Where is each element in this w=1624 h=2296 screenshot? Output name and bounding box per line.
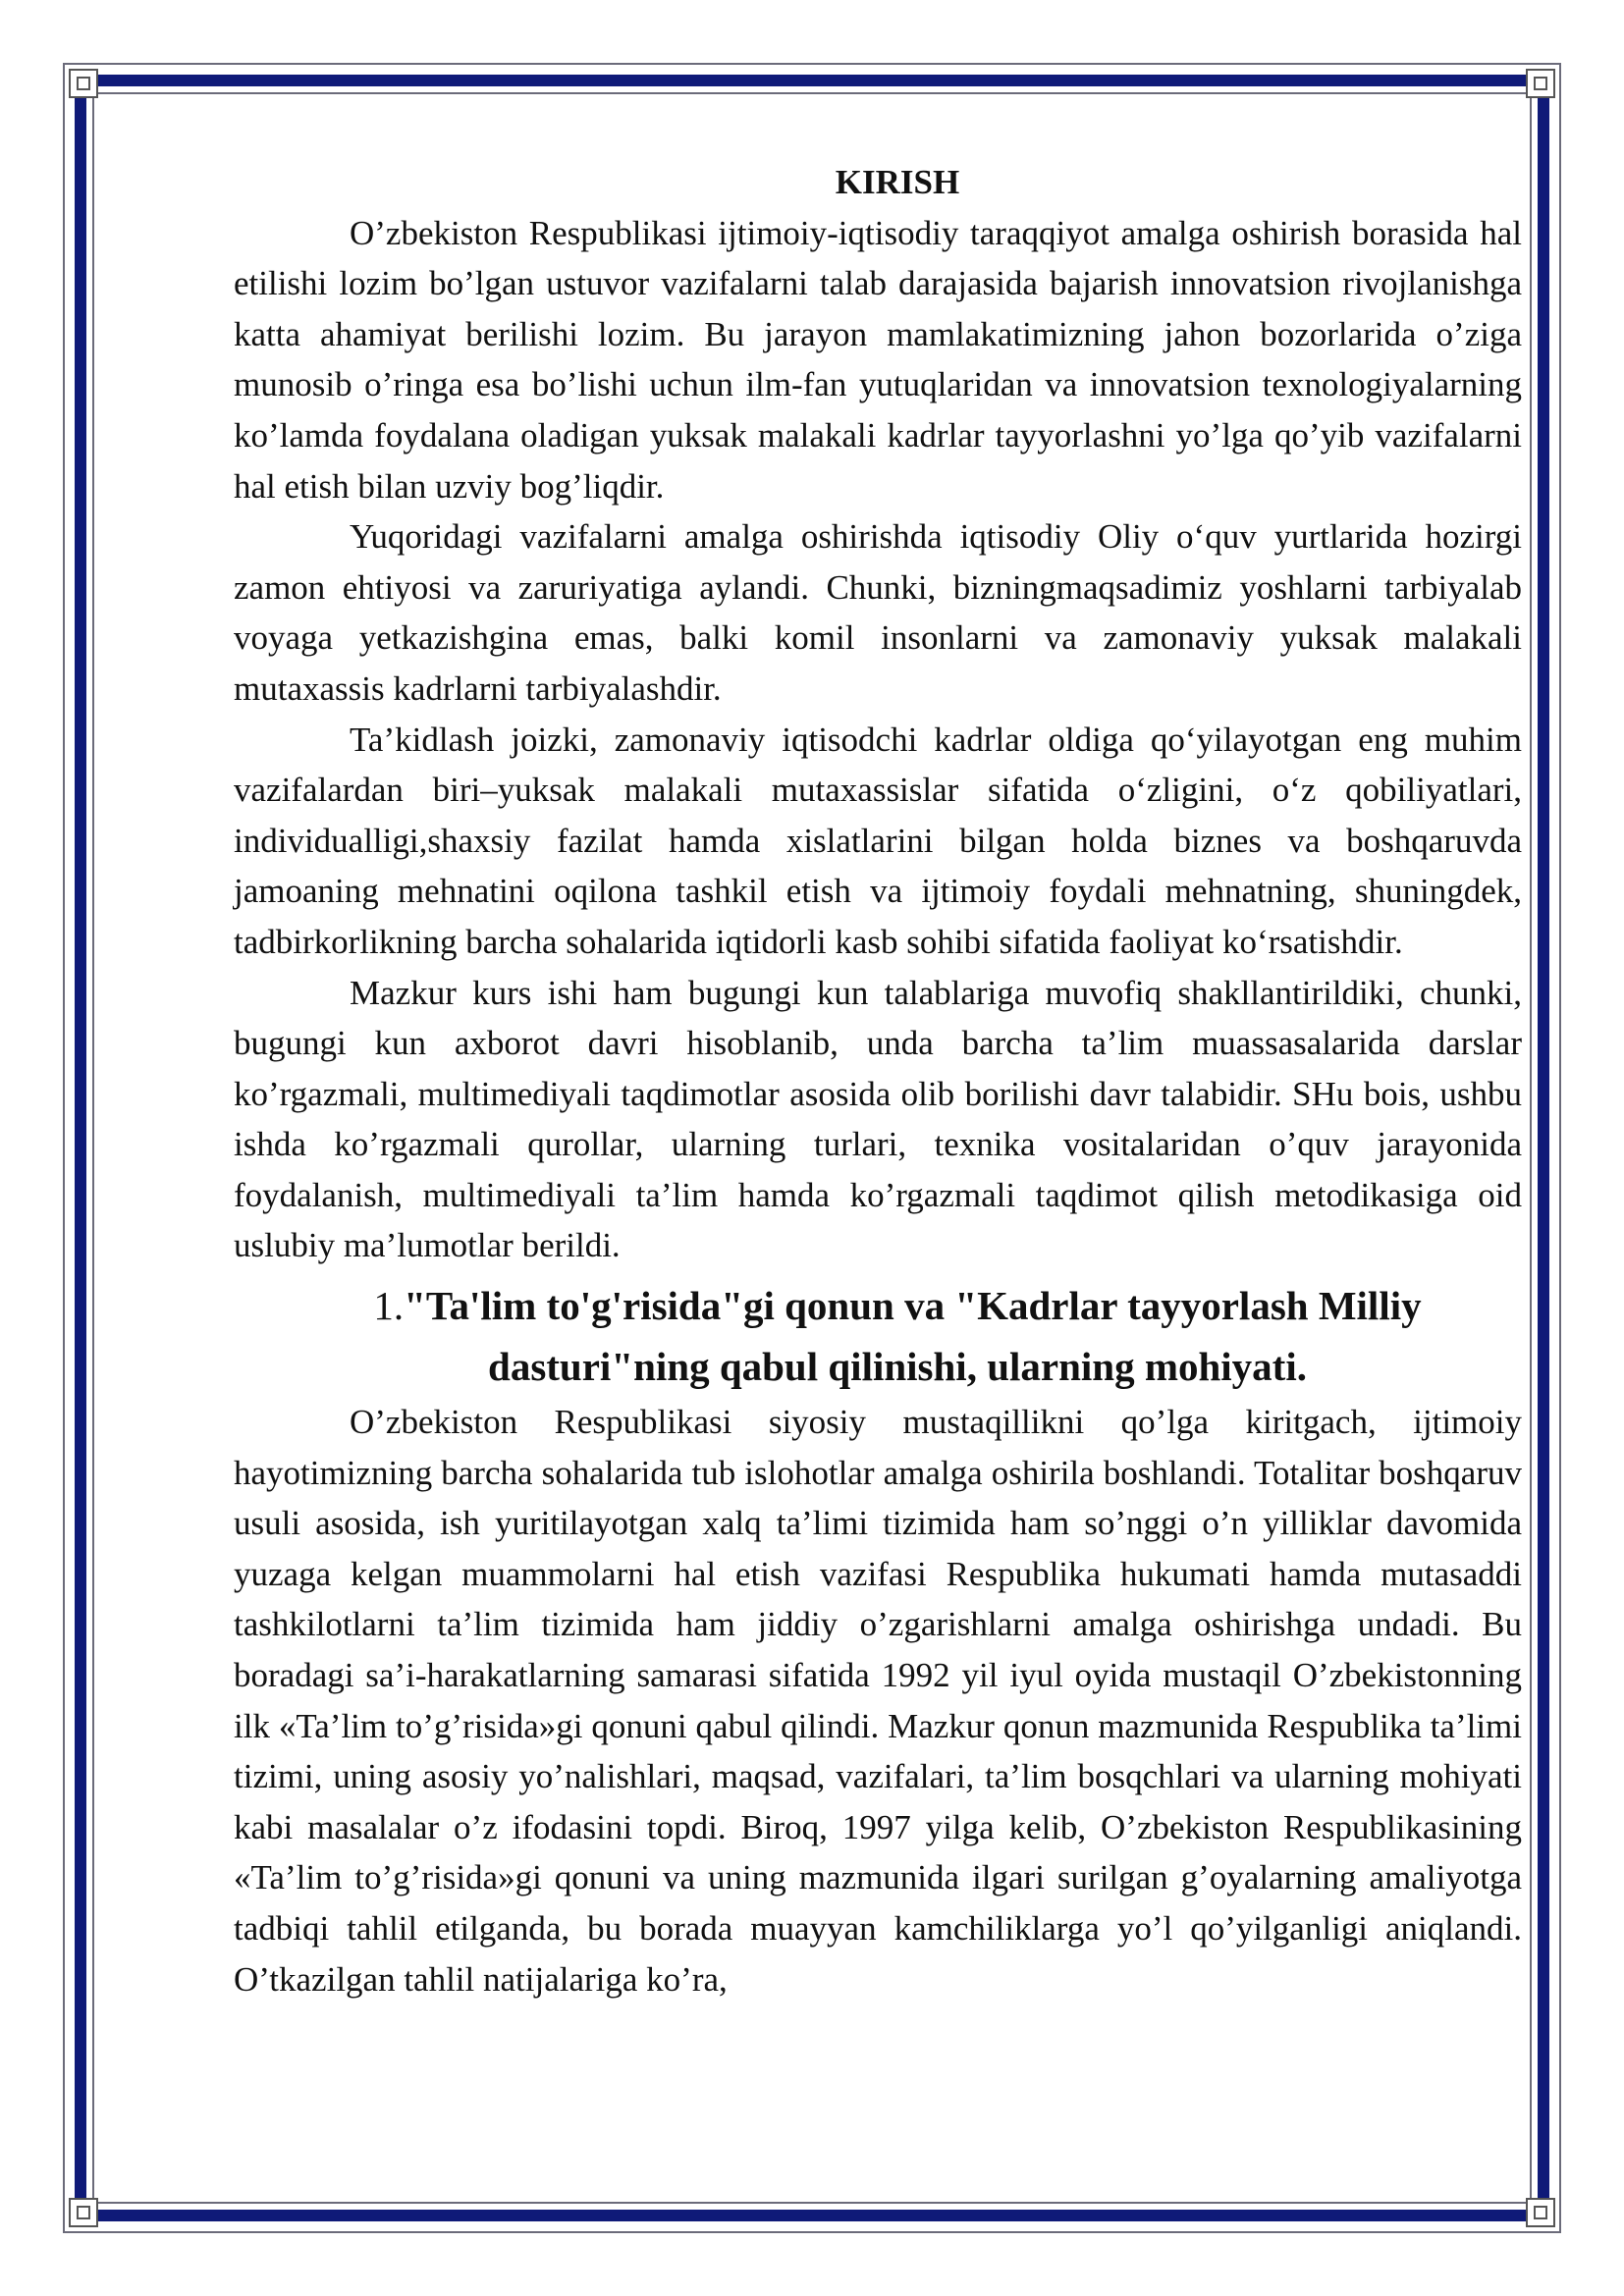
paragraph: Yuqoridagi vazifalarni amalga oshirishda iqtisodiy Oliy o‘quv yurtlarida hozirgi zamon ehtiyosi va zaruriyatiga aylandi. Chunki, bizningmaqsadimiz yoshlarni tarbiyalab voyaga yetkazishgina emas, balki komil insonlarni va zamonaviy yuksak malakali mutaxassis kadrlarni tarbiyalashdir. <box>234 517 1522 708</box>
section-heading <box>234 1271 1522 1397</box>
page-title: KIRISH <box>835 163 960 201</box>
paragraph: Mazkur kurs ishi ham bugungi kun talablariga muvofiq shakllantirildiki, chunki, bugungi kun axborot davri hisoblanib, unda barcha ta’lim muassasalarida darslar ko’rgazmali, multimediyali taqdimotlar asosida olib borilishi davr talabidir. SHu bois, ushbu ishda ko’rgazmali qurollar, ularning turlari, texnika vositalaridan o’quv jarayonida foydalanish, multimediyali ta’lim hamda ko’rgazmali taqdimot qilish metodikasiga oid uslubiy ma’lumotlar berildi. <box>234 973 1522 1265</box>
frame-corner-ornament <box>69 69 98 98</box>
frame-corner-ornament <box>1526 69 1555 98</box>
paragraph: O’zbekiston Respublikasi siyosiy mustaqillikni qo’lga kiritgach, ijtimoiy hayotimizning barcha sohalarida tub islohotlar amalga oshirila boshlandi. Totalitar boshqaruv usuli asosida, ish yuritilayotgan xalq ta’limi tizimida ham so’nggi o’n yilliklar davomida yuzaga kelgan muammolarni hal etish vazifasi Respublika hukumati hamda mutasaddi tashkilotlarni ta’lim tizimida ham jiddiy o’zgarishlarni amalga oshirishga undadi. Bu boradagi sa’i-harakatlarning samarasi sifatida 1992 yil iyul oyida mustaqil O’zbekistonning ilk «Ta’lim to’g’risida»gi qonuni qabul qilindi. Mazkur qonun mazmunida Respublika ta’limi tizimi, uning asosiy yo’nalishlari, maqsad, vazifalari, ta’lim bosqchlari va ularning mohiyati kabi masalalar o’z ifodasini topdi. Biroq, 1997 yilga kelib, O’zbekiston Respublikasining «Ta’lim to’g’risida»gi qonuni va uning mazmunida ilgari surilgan g’oyalarning amaliyotga tadbiqi tahlil etilganda, bu borada muayyan kamchiliklarga yo’l qo’yilganligi aniqlandi. O’tkazilgan tahlil natijalariga ko’ra, <box>234 1403 1522 1999</box>
section-heading-text: "Ta'lim to'g'risida"gi qonun va "Kadrlar tayyorlash Milliy dasturi"ning qabul qilinishi, ularning mohiyati. <box>404 1283 1422 1390</box>
document-body <box>234 157 1522 2004</box>
paragraph: O’zbekiston Respublikasi ijtimoiy-iqtisodiy taraqqiyot amalga oshirish borasida hal etilishi lozim bo’lgan ustuvor vazifalarni talab darajasida bajarish innovatsion rivojlanishga katta ahamiyat berilishi lozim. Bu jarayon mamlakatimizning jahon bozorlarida o’ziga munosib o’ringa esa bo’lishi uchun ilm-fan yutuqlaridan va innovatsion texnologiyalarning ko’lamda foydalana oladigan yuksak malakali kadrlar tayyorlashni yo’lga qo’yib vazifalarni hal etish bilan uzviy bog’liqdir. <box>234 213 1522 506</box>
frame-corner-ornament <box>1526 2198 1555 2227</box>
section-number: 1. <box>373 1283 405 1329</box>
paragraph: Ta’kidlash joizki, zamonaviy iqtisodchi kadrlar oldiga qo‘yilayotgan eng muhim vazifalardan biri–yuksak malakali mutaxassislar sifatida o‘zligini, o‘z qobiliyatlari, individualligi,shaxsiy fazilat hamda xislatlarini bilgan holda biznes va boshqaruvda jamoaning mehnatini oqilona tashkil etish va ijtimoiy foydali mehnatning, shuningdek, tadbirkorlikning barcha sohalarida iqtidorli kasb sohibi sifatida faoliyat ko‘rsatishdir. <box>234 720 1522 961</box>
frame-corner-ornament <box>69 2198 98 2227</box>
